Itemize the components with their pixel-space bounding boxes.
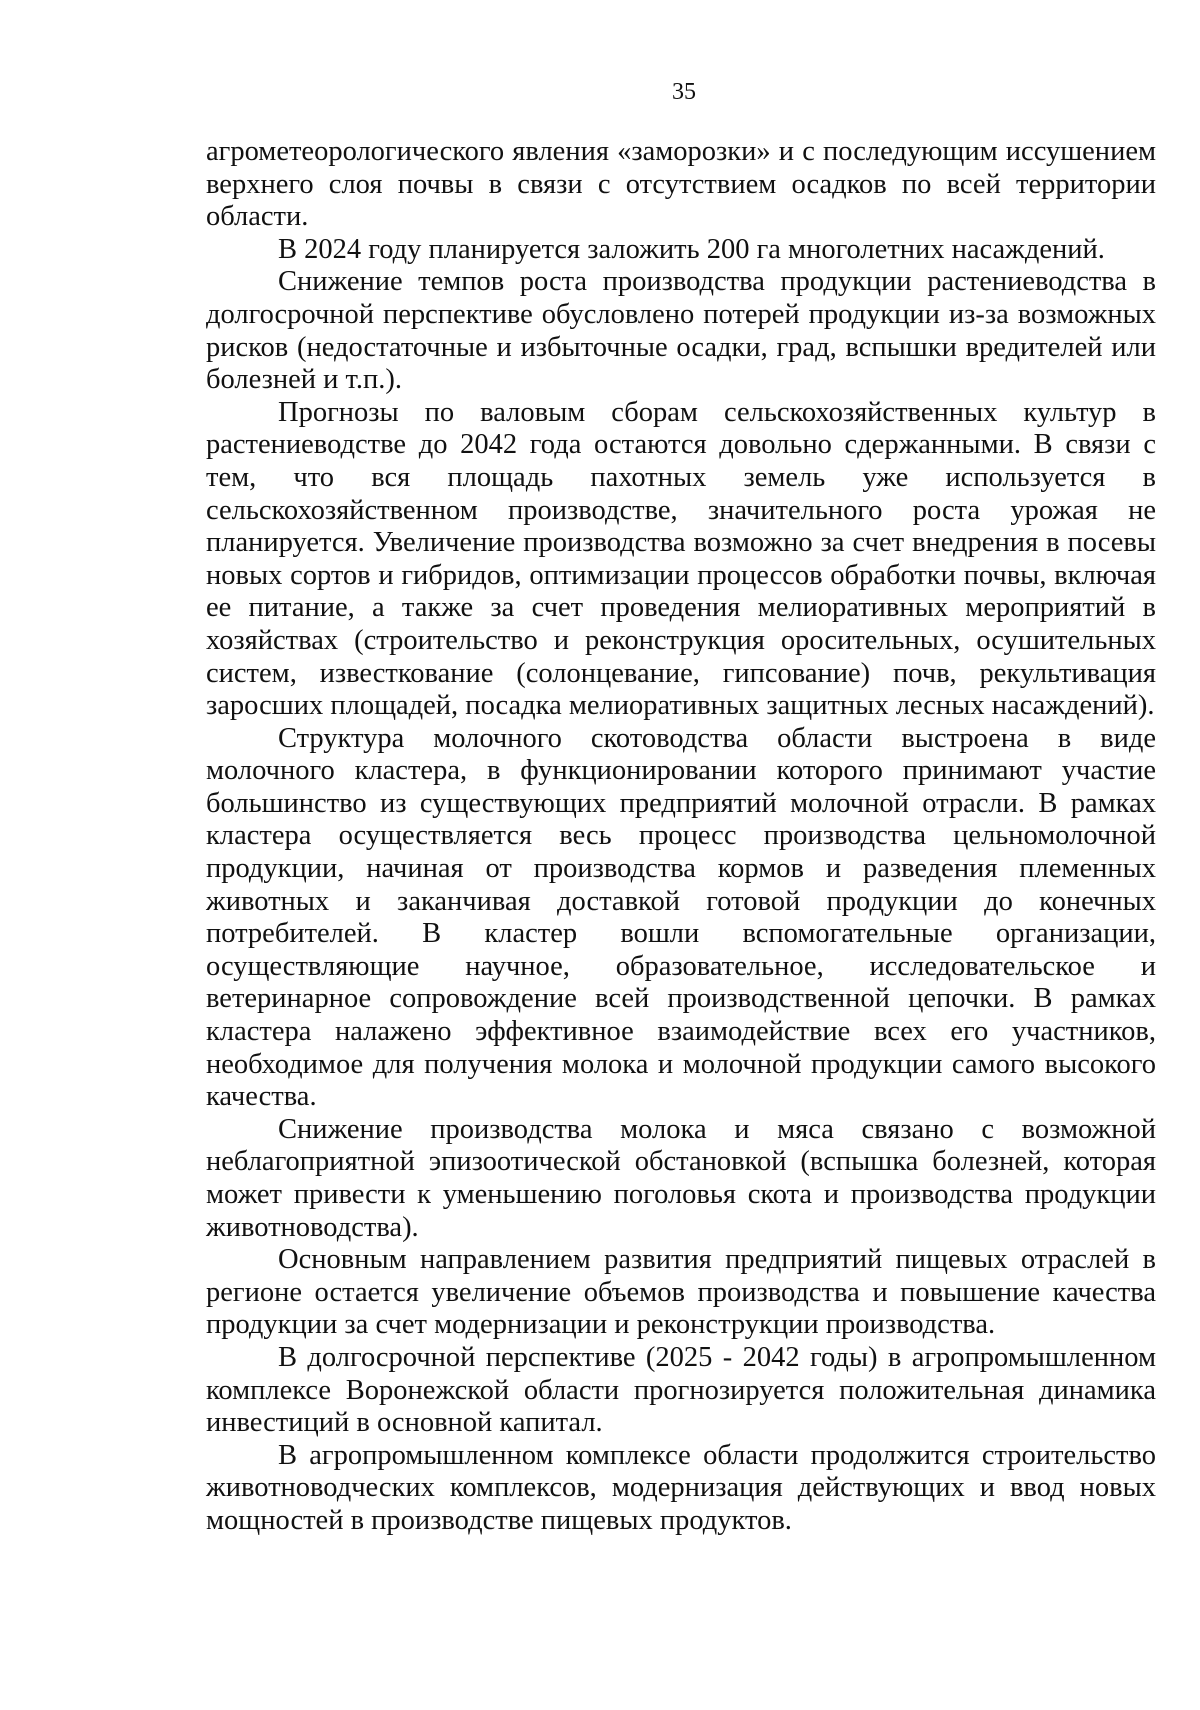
paragraph: Прогнозы по валовым сборам сельскохозяйственных культур в растениеводстве до 2042 года остаются довольно сдержанными. В связи с тем, что вся площадь пахотных земель уже используется в сельскохозяйственном производстве, значительного роста урожая не планируется. Увеличение производства возможно за счет внедрения в посевы новых сортов и гибридов, оптимизации процессов обработки почвы, включая ее питание, а также за счет проведения мелиоративных мероприятий в хозяйствах (строительство и реконструкция оросительных, осушительных систем, известкование (солонцевание, гипсование) почв, рекультивация заросших площадей, посадка мелиоративных защитных лесных насаждений). [206,396,1156,722]
paragraph: В агропромышленном комплексе области продолжится строительство животноводческих комплексов, модернизация действующих и ввод новых мощностей в производстве пищевых продуктов. [206,1439,1156,1536]
paragraph: Основным направлением развития предприятий пищевых отраслей в регионе остается увеличение объемов производства и повышение качества продукции за счет модернизации и реконструкции производства. [206,1244,1156,1341]
paragraph: Снижение темпов роста производства продукции растениеводства в долгосрочной перспективе обусловлено потерей продукции из-за возможных рисков (недостаточные и избыточные осадки, град, вспышки вредителей или болезней и т.п.). [206,266,1156,396]
paragraph-continuation: агрометеорологического явления «заморозки» и с последующим иссушением верхнего слоя почвы в связи с отсутствием осадков по всей территории области. [206,136,1156,233]
paragraph: Структура молочного скотоводства области выстроена в виде молочного кластера, в функционировании которого принимают участие большинство из существующих предприятий молочной отрасли. В рамках кластера осуществляется весь процесс производства цельномолочной продукции, начиная от производства кормов и разведения племенных животных и заканчивая доставкой готовой продукции до конечных потребителей. В кластер вошли вспомогательные организации, осуществляющие научное, образовательное, исследовательское и ветеринарное сопровождение всей производственной цепочки. В рамках кластера налажено эффективное взаимодействие всех его участников, необходимое для получения молока и молочной продукции самого высокого качества. [206,722,1156,1113]
paragraph: В 2024 году планируется заложить 200 га многолетних насаждений. [278,233,1105,265]
paragraph: В долгосрочной перспективе (2025 - 2042 годы) в агропромышленном комплексе Воронежской области прогнозируется положительная динамика инвестиций в основной капитал. [206,1341,1156,1439]
paragraph: Снижение производства молока и мяса связано с возможной неблагоприятной эпизоотической обстановкой (вспышка болезней, которая может привести к уменьшению поголовья скота и производства продукции животноводства). [206,1113,1156,1243]
document-body [206,136,1156,1538]
page-number: 35 [672,79,696,105]
